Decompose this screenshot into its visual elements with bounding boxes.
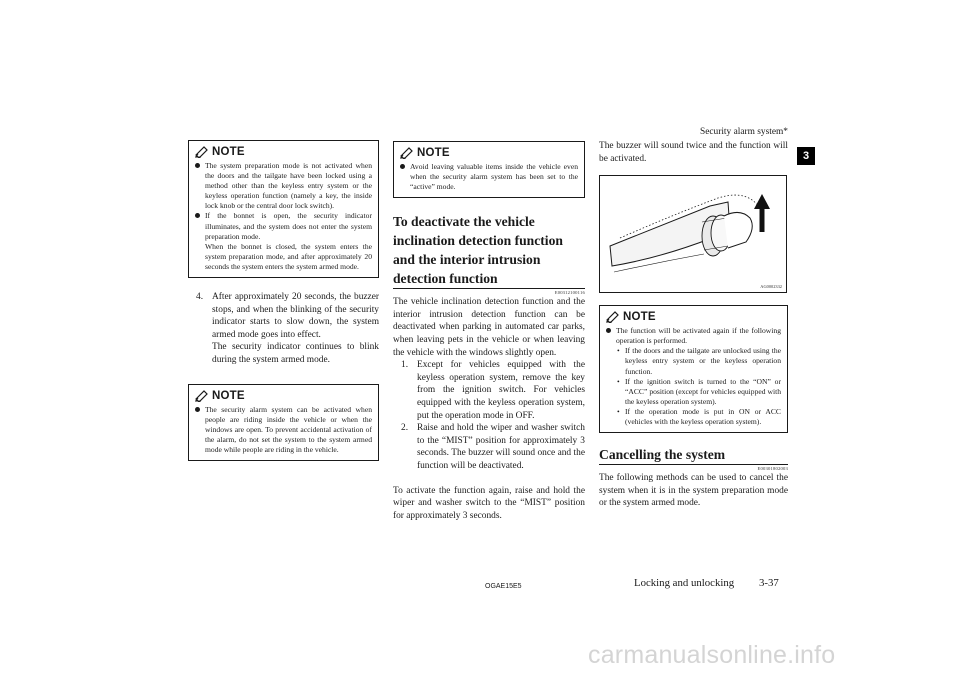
note-box	[188, 140, 379, 278]
wiper-lever-illustration	[600, 176, 786, 292]
note-pencil-icon	[400, 147, 414, 159]
note-header	[606, 308, 781, 326]
note-bullet: If the bonnet is open, the security indicator illuminates, and the system does not enter the system preparation mode.	[195, 211, 372, 241]
note-box	[393, 141, 585, 198]
note-header	[195, 143, 372, 161]
step-text: Raise and hold the wiper and washer switch to the “MIST” position for approximately 3 seconds. The buzzer will sound once and the function will be deactivated.	[417, 423, 585, 471]
footer-section-name: Locking and unlocking	[634, 577, 735, 589]
running-header: Security alarm system*	[699, 127, 788, 137]
note-title: NOTE	[212, 146, 245, 158]
procedure-step	[393, 359, 585, 422]
section-code: E00312100116	[554, 290, 585, 296]
step-number: 1.	[401, 360, 409, 371]
wiper-switch-figure	[599, 175, 787, 293]
note-box	[188, 384, 379, 461]
note-sub-item: • If the ignition switch is turned to the “ON” or “ACC” position (except for vehicles equipped with the keyless operation system).	[606, 377, 781, 407]
body-paragraph: To activate the function again, raise and hold the wiper and washer switch to the “MIST” position for approximately 3 seconds.	[393, 485, 585, 521]
body-paragraph: The following methods can be used to cancel the system when it is in the system preparation mode or the system armed mode.	[599, 473, 788, 509]
procedure-step	[393, 422, 585, 472]
section-heading: To deactivate the vehicle inclination detection function and the interior intrusion detection function	[393, 214, 563, 287]
watermark: carmanualsonline.info	[588, 641, 836, 669]
figure-code: AG0002332	[760, 284, 782, 290]
body-paragraph: The buzzer will sound twice and the function will be activated.	[599, 141, 788, 164]
column-2	[393, 141, 585, 522]
step-number: 4.	[196, 292, 204, 303]
note-box	[599, 305, 788, 433]
note-pencil-icon	[606, 311, 620, 323]
procedure-step	[188, 291, 379, 367]
page-number: 3-37	[759, 577, 779, 589]
note-sub-item: • If the doors and the tailgate are unlocked using the keyless entry system or the keyless operation function.	[606, 346, 781, 376]
note-bullet: The function will be activated again if the following operation is performed.	[606, 326, 781, 346]
note-sub-item: • If the operation mode is put in ON or ACC (vehicles with the keyless operation system).	[606, 407, 781, 427]
note-title: NOTE	[623, 311, 656, 324]
chapter-tab: 3	[797, 147, 815, 165]
step-text-continued: The security indicator continues to blink during the system armed mode.	[212, 342, 379, 365]
body-paragraph: The vehicle inclination detection function and the interior intrusion detection function can be deactivated when parking in automated car parks, when leaving pets in the vehicle or when leaving the vehicle with the windows slightly open.	[393, 297, 585, 358]
note-pencil-icon	[195, 390, 209, 402]
note-pencil-icon	[195, 146, 209, 158]
column-1	[188, 140, 379, 461]
note-bullet: Avoid leaving valuable items inside the vehicle even when the security alarm system has been set to the “active” mode.	[400, 162, 578, 192]
note-title: NOTE	[417, 147, 450, 159]
note-bullet: The system preparation mode is not activated when the doors and the tailgate have been locked using a method other than the keyless entry system or the keyless operation function (namely a key, the inside lock knob or the central door lock switch).	[195, 161, 372, 211]
step-number: 2.	[401, 423, 409, 434]
note-bullet: The security alarm system can be activated when people are riding inside the vehicle or when the windows are open. To prevent accidental activation of the alarm, do not set the system to the system armed mode while people are riding in the vehicle.	[195, 405, 372, 455]
note-header	[195, 387, 372, 405]
step-text: After approximately 20 seconds, the buzzer stops, and when the blinking of the security indicator starts to slow down, the system armed mode goes into effect.	[212, 292, 379, 340]
section-heading: Cancelling the system	[599, 447, 726, 463]
footer-doc-code: OGAE15E5	[485, 583, 522, 590]
column-3	[599, 140, 788, 510]
step-text: Except for vehicles equipped with the keyless operation system, remove the key from the ignition switch. For vehicles equipped with the keyless operation system, put the operation mode in OFF.	[417, 360, 585, 421]
note-header	[400, 144, 578, 162]
note-title: NOTE	[212, 389, 245, 402]
section-code: E00301802003	[757, 466, 788, 472]
note-bullet-continued: When the bonnet is closed, the system enters the system preparation mode, and after approximately 20 seconds the system enters the system armed mode.	[205, 241, 372, 271]
